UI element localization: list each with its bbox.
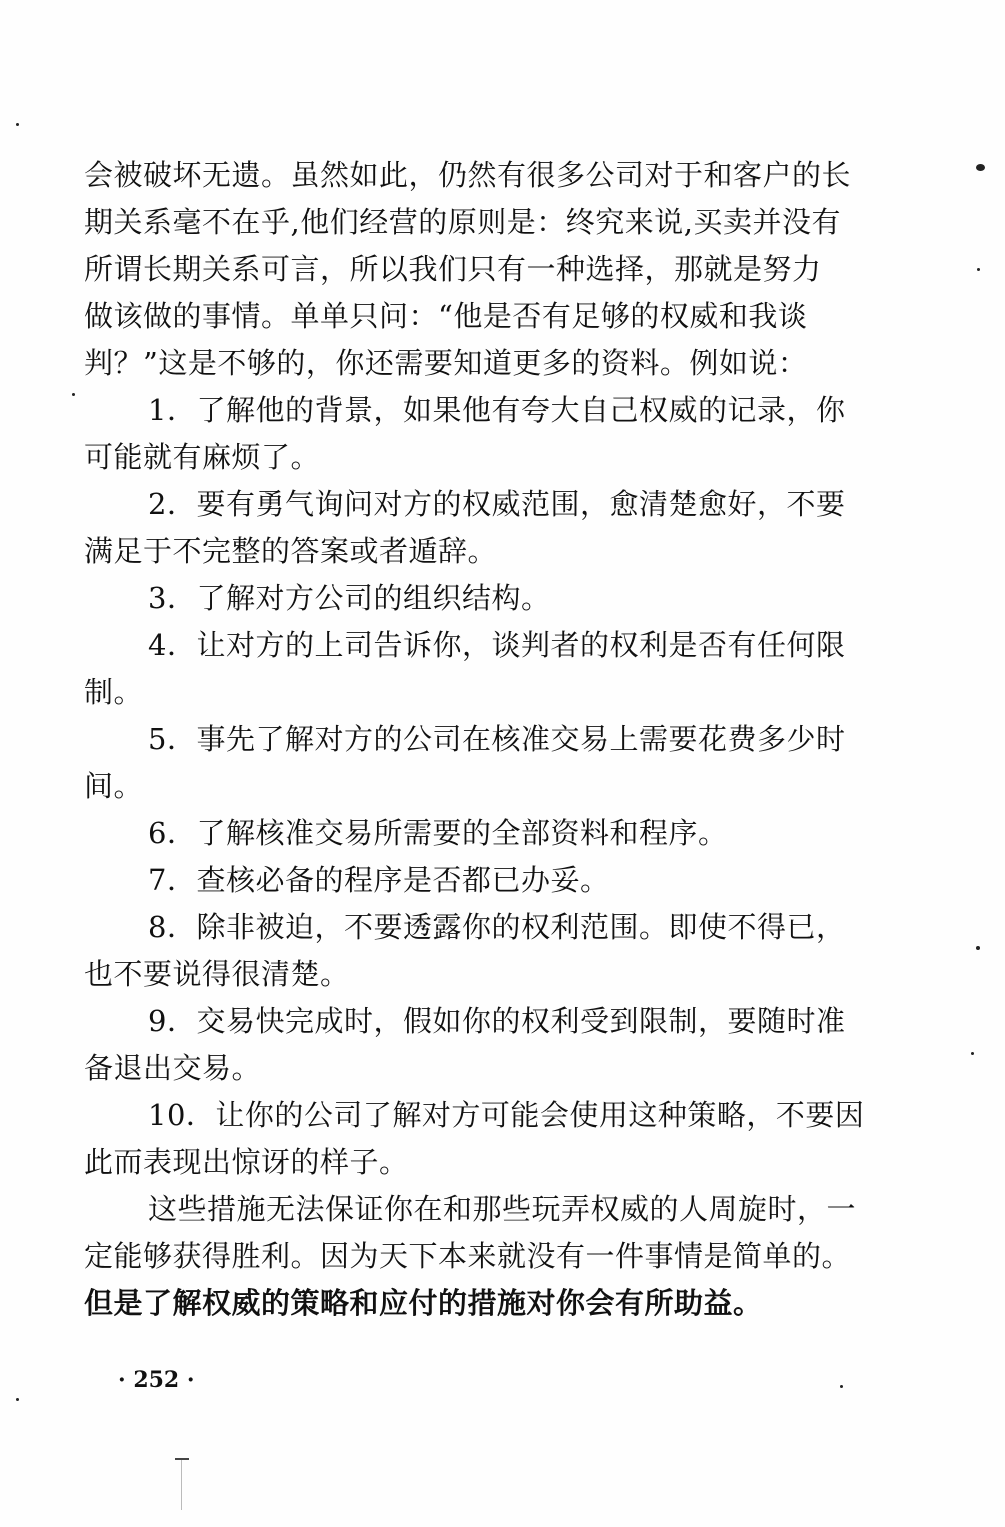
text-line: 定能够获得胜利。因为天下本来就没有一件事情是简单的。 (84, 1239, 852, 1273)
list-item-3: 3．了解对方公司的组织结构。 (148, 581, 551, 615)
text-line: 也不要说得很清楚。 (84, 957, 350, 991)
scan-mark (181, 1460, 182, 1510)
list-item-10: 10．让你的公司了解对方可能会使用这种策略，不要因 (148, 1098, 865, 1132)
scan-speck (16, 1398, 19, 1401)
scan-speck (977, 268, 980, 271)
scan-speck (16, 123, 19, 126)
text-line: 做该做的事情。单单只问：“他是否有足够的权威和我谈 (84, 299, 808, 333)
text-line: 所谓长期关系可言，所以我们只有一种选择，那就是努力 (84, 252, 822, 286)
text-line: 会被破坏无遗。虽然如此，仍然有很多公司对于和客户的长 (84, 158, 852, 192)
text-line: 期关系毫不在乎,他们经营的原则是：终究来说,买卖并没有 (84, 205, 841, 239)
scan-speck (976, 164, 985, 171)
text-line: 可能就有麻烦了。 (84, 440, 321, 474)
text-line: 间。 (84, 769, 144, 803)
page-number: · 252 · (118, 1367, 195, 1393)
scan-speck (976, 946, 980, 950)
list-item-8: 8．除非被迫，不要透露你的权利范围。即使不得已， (148, 910, 846, 944)
list-item-5: 5．事先了解对方的公司在核准交易上需要花费多少时 (148, 722, 846, 756)
text-line: 但是了解权威的策略和应付的措施对你会有所助益。 (84, 1286, 763, 1320)
list-item-9: 9．交易快完成时，假如你的权利受到限制，要随时准 (148, 1004, 846, 1038)
body-text (84, 152, 865, 1327)
closing-paragraph: 这些措施无法保证你在和那些玩弄权威的人周旋时，一 (148, 1192, 857, 1226)
text-line: 备退出交易。 (84, 1051, 262, 1085)
list-item-1: 1．了解他的背景，如果他有夸大自己权威的记录，你 (148, 393, 846, 427)
text-line: 此而表现出惊讶的样子。 (84, 1145, 409, 1179)
scan-mark (175, 1458, 189, 1460)
scan-speck (971, 1052, 974, 1055)
text-line: 满足于不完整的答案或者遁辞。 (84, 534, 498, 568)
list-item-6: 6．了解核准交易所需要的全部资料和程序。 (148, 816, 728, 850)
scan-speck (840, 1385, 843, 1388)
scan-speck (72, 393, 75, 396)
list-item-4: 4．让对方的上司告诉你，谈判者的权利是否有任何限 (148, 628, 846, 662)
list-item-2: 2．要有勇气询问对方的权威范围，愈清楚愈好，不要 (148, 487, 846, 521)
text-line: 制。 (84, 675, 144, 709)
text-line: 判？”这是不够的，你还需要知道更多的资料。例如说： (84, 346, 808, 380)
list-item-7: 7．查核必备的程序是否都已办妥。 (148, 863, 610, 897)
